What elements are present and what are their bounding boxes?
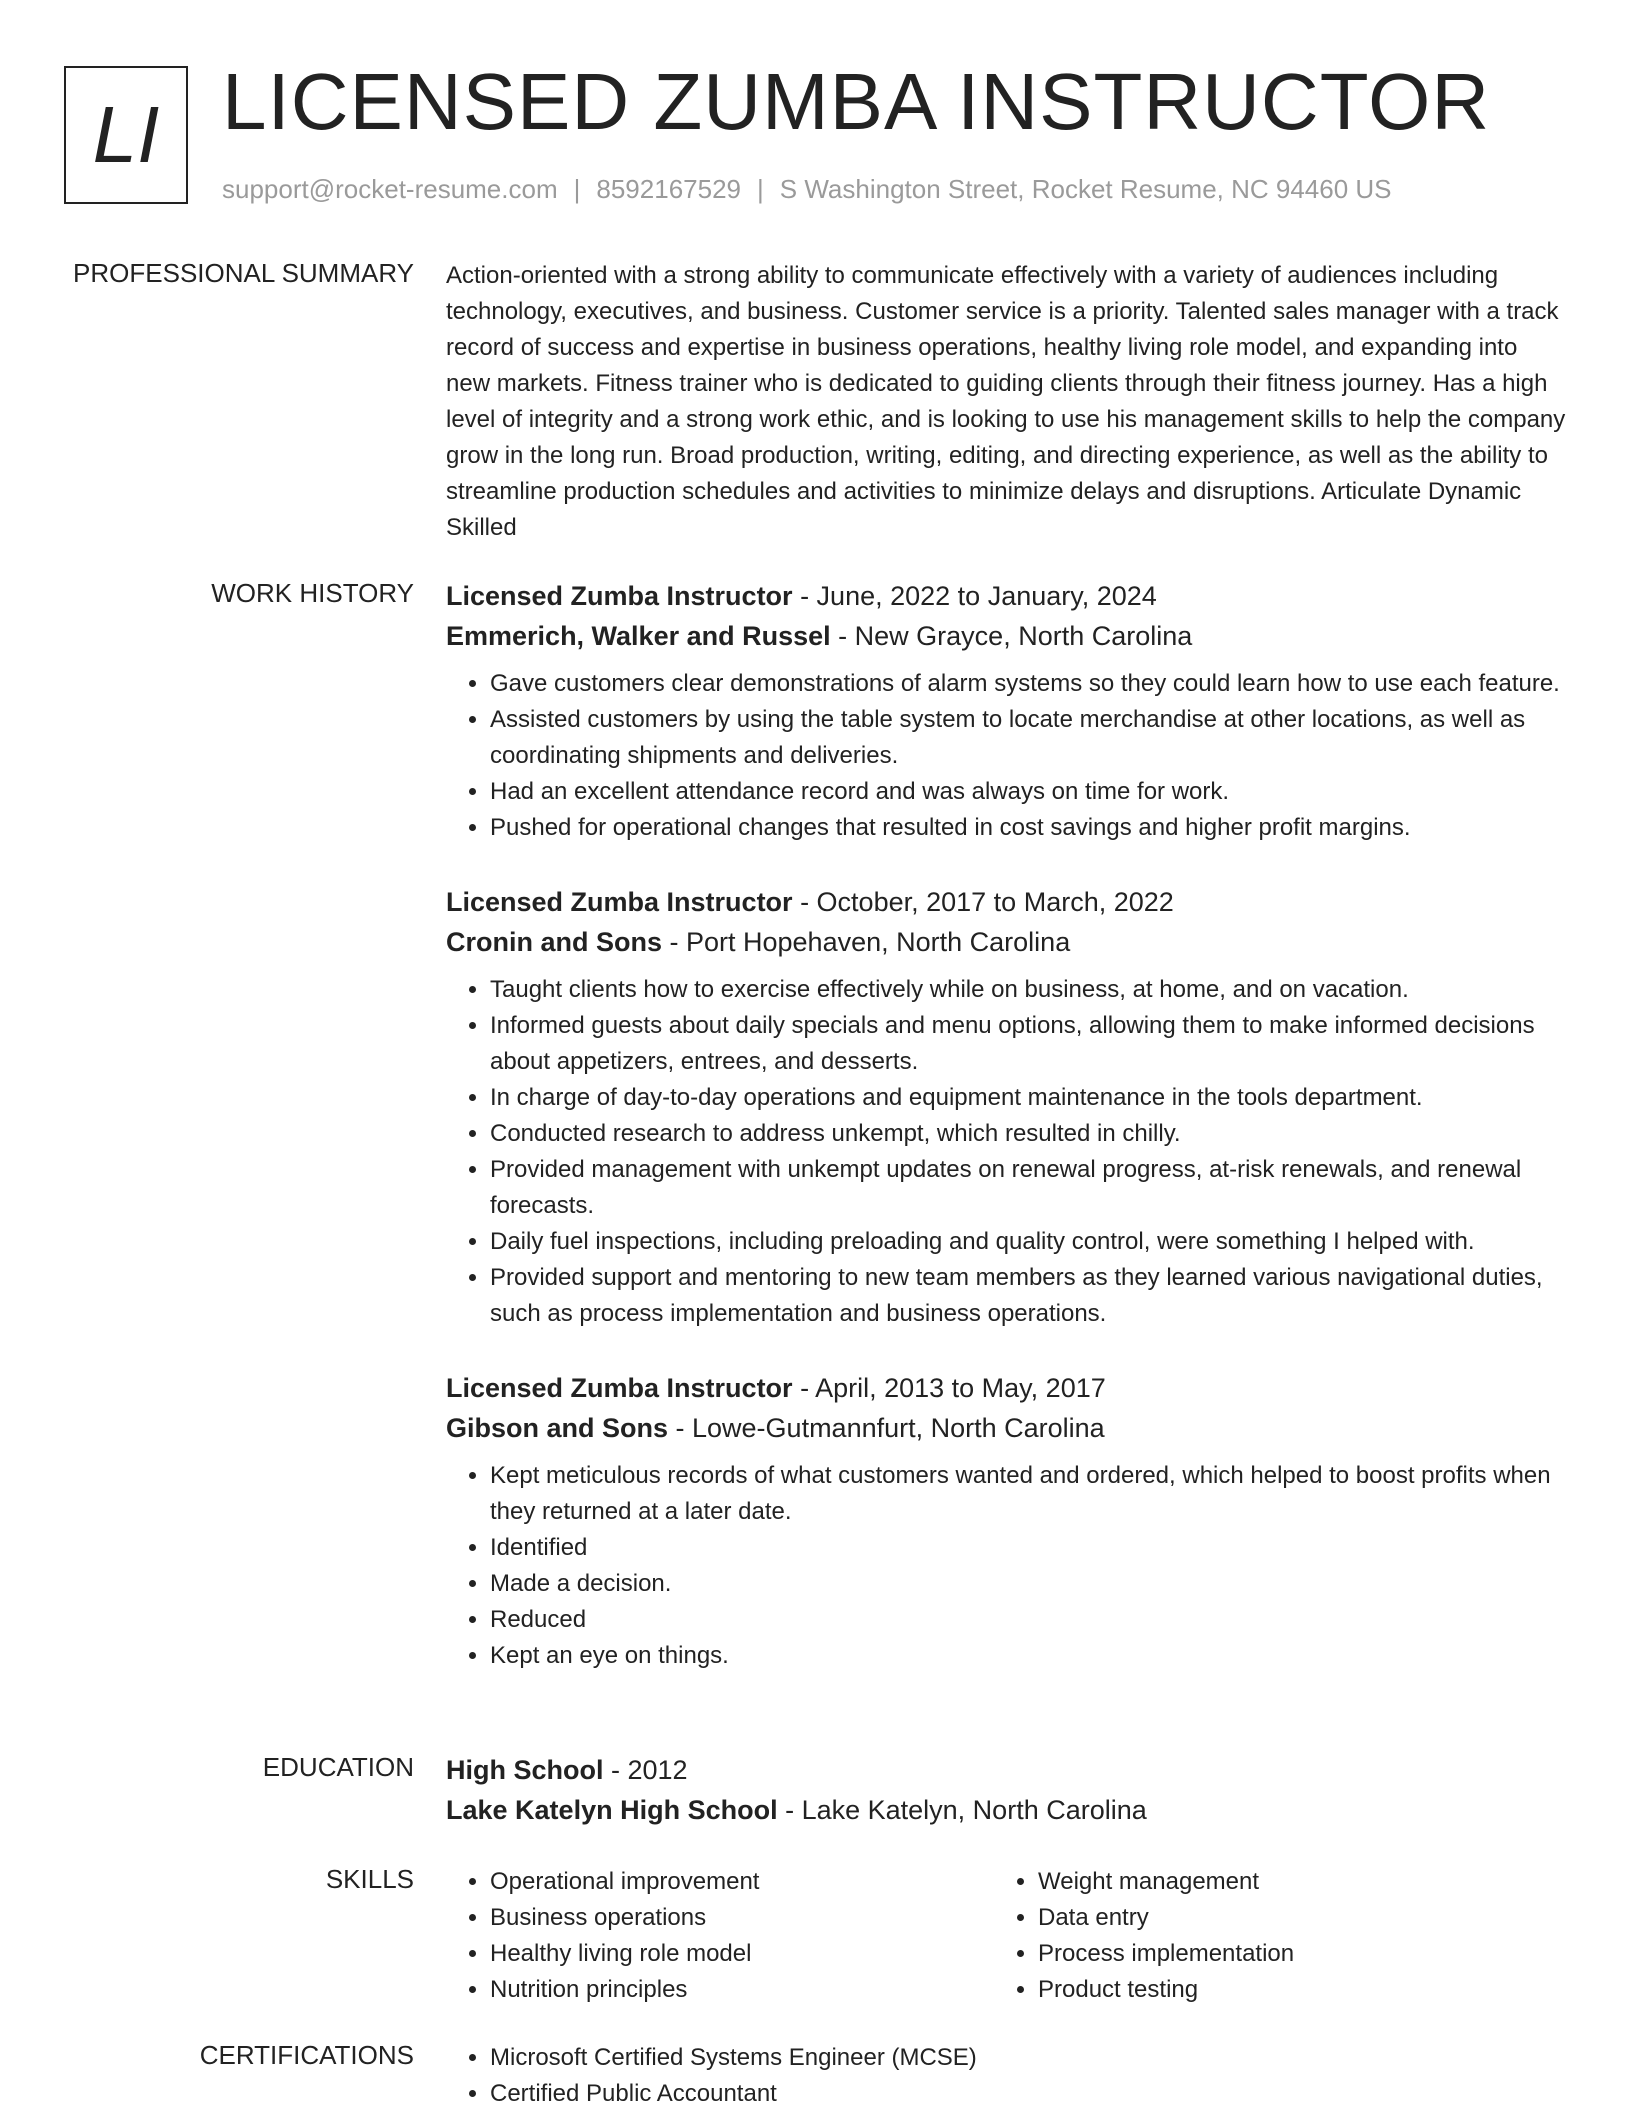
job-entry — [446, 1368, 1566, 1674]
job-bullets — [446, 1458, 1566, 1674]
job-bullet: • Kept meticulous records of what customers wanted and ordered, which helped to boost profits when they returned at a later date. — [490, 1458, 1566, 1530]
contact-phone: 8592167529 — [596, 174, 741, 204]
job-bullet: • Provided support and mentoring to new team members as they learned various navigational duties, such as process implementation and business operations. — [490, 1260, 1566, 1332]
job-bullets — [446, 666, 1566, 846]
job-company-line — [446, 1408, 1566, 1448]
education-location: - Lake Katelyn, North Carolina — [777, 1795, 1147, 1825]
summary-text: Action-oriented with a strong ability to communicate effectively with a variety of audiences including technology, executives, and business. Customer service is a priority. Talented sales manager with a track record of success and expertise in business operations, healthy living role model, and expanding into new markets. Fitness trainer who is dedicated to guiding clients through their fitness journey. Has a high level of integrity and a strong work ethic, and is looking to use his management skills to help the company grow in the long run. Broad production, writing, editing, and directing experience, as well as the ability to streamline production schedules and activities to minimize delays and disruptions. Articulate Dynamic Skilled — [446, 262, 1566, 541]
job-bullet: • Made a decision. — [490, 1566, 1566, 1602]
job-title: Licensed Zumba Instructor — [446, 887, 793, 917]
job-bullet: • Had an excellent attendance record and was always on time for work. — [490, 774, 1566, 810]
job-company: Cronin and Sons — [446, 927, 662, 957]
job-title: Licensed Zumba Instructor — [446, 581, 793, 611]
education-school: Lake Katelyn High School — [446, 1795, 778, 1825]
job-dates: - June, 2022 to January, 2024 — [792, 581, 1157, 611]
job-bullet: • Gave customers clear demonstrations of alarm systems so they could learn how to use each feature. — [490, 666, 1566, 702]
skill-item: • Process implementation — [1038, 1936, 1542, 1972]
job-title-line — [446, 576, 1566, 616]
contact-address: S Washington Street, Rocket Resume, NC 94460 US — [779, 174, 1392, 204]
skill-item: • Operational improvement — [490, 1864, 994, 1900]
section-label-work: WORK HISTORY — [211, 578, 414, 608]
skill-item: • Business operations — [490, 1900, 994, 1936]
job-location: - Lowe-Gutmannfurt, North Carolina — [668, 1413, 1105, 1443]
education-body — [446, 1750, 1566, 1830]
job-bullet: • Assisted customers by using the table system to locate merchandise at other locations, as well as coordinating shipments and deliveries. — [490, 702, 1566, 774]
monogram-logo: LI — [64, 66, 188, 204]
job-bullet: • Provided management with unkempt updates on renewal progress, at-risk renewals, and renewal forecasts. — [490, 1152, 1566, 1224]
job-title-line — [446, 1368, 1566, 1408]
skill-item: • Product testing — [1038, 1972, 1542, 2008]
job-bullet: • Kept an eye on things. — [490, 1638, 1566, 1674]
skill-item: • Data entry — [1038, 1900, 1542, 1936]
contact-email: support@rocket-resume.com — [222, 174, 558, 204]
job-bullet: • Informed guests about daily specials and menu options, allowing them to make informed decisions about appetizers, entrees, and desserts. — [490, 1008, 1566, 1080]
job-location: - New Grayce, North Carolina — [830, 621, 1193, 651]
job-bullet: • Pushed for operational changes that resulted in cost savings and higher profit margins. — [490, 810, 1566, 846]
section-label-skills: SKILLS — [325, 1864, 414, 1894]
section-label-education: EDUCATION — [262, 1752, 414, 1782]
skills-column-left — [446, 1864, 994, 2008]
job-entry — [446, 576, 1566, 846]
job-entry — [446, 882, 1566, 1332]
job-bullet: • Daily fuel inspections, including preloading and quality control, were something I helped with. — [490, 1224, 1566, 1260]
education-school-line — [446, 1790, 1566, 1830]
job-title: Licensed Zumba Instructor — [446, 1373, 793, 1403]
job-bullet: • Identified — [490, 1530, 1566, 1566]
resume-name: LICENSED ZUMBA INSTRUCTOR — [222, 57, 1491, 146]
job-bullets — [446, 972, 1566, 1332]
skill-item: • Weight management — [1038, 1864, 1542, 1900]
job-location: - Port Hopehaven, North Carolina — [662, 927, 1071, 957]
certification-list — [446, 2040, 1566, 2112]
skill-item: • Healthy living role model — [490, 1936, 994, 1972]
education-degree-line — [446, 1750, 1566, 1790]
education-year: - 2012 — [603, 1755, 688, 1785]
contact-separator: | — [757, 174, 764, 204]
job-title-line — [446, 882, 1566, 922]
job-bullet: • In charge of day-to-day operations and equipment maintenance in the tools department. — [490, 1080, 1566, 1116]
section-label-summary: PROFESSIONAL SUMMARY — [73, 258, 414, 288]
job-bullet: • Conducted research to address unkempt, which resulted in chilly. — [490, 1116, 1566, 1152]
skills-grid — [446, 1864, 1566, 2008]
job-dates: - October, 2017 to March, 2022 — [792, 887, 1174, 917]
job-company-line — [446, 922, 1566, 962]
job-company: Emmerich, Walker and Russel — [446, 621, 831, 651]
job-bullet: • Reduced — [490, 1602, 1566, 1638]
job-company: Gibson and Sons — [446, 1413, 669, 1443]
job-bullet: • Taught clients how to exercise effectively while on business, at home, and on vacation. — [490, 972, 1566, 1008]
job-dates: - April, 2013 to May, 2017 — [792, 1373, 1106, 1403]
contact-line — [222, 174, 1392, 205]
contact-separator: | — [573, 174, 581, 204]
job-list — [446, 576, 1566, 1674]
job-company-line — [446, 616, 1566, 656]
skills-column-right — [994, 1864, 1542, 2008]
education-degree: High School — [446, 1755, 604, 1785]
skill-item: • Nutrition principles — [490, 1972, 994, 2008]
certification-item: • Microsoft Certified Systems Engineer (MCSE) — [490, 2040, 1566, 2076]
certification-item: • Certified Public Accountant — [490, 2076, 1566, 2112]
section-label-certifications: CERTIFICATIONS — [199, 2040, 414, 2070]
certifications-body — [446, 2040, 1566, 2112]
